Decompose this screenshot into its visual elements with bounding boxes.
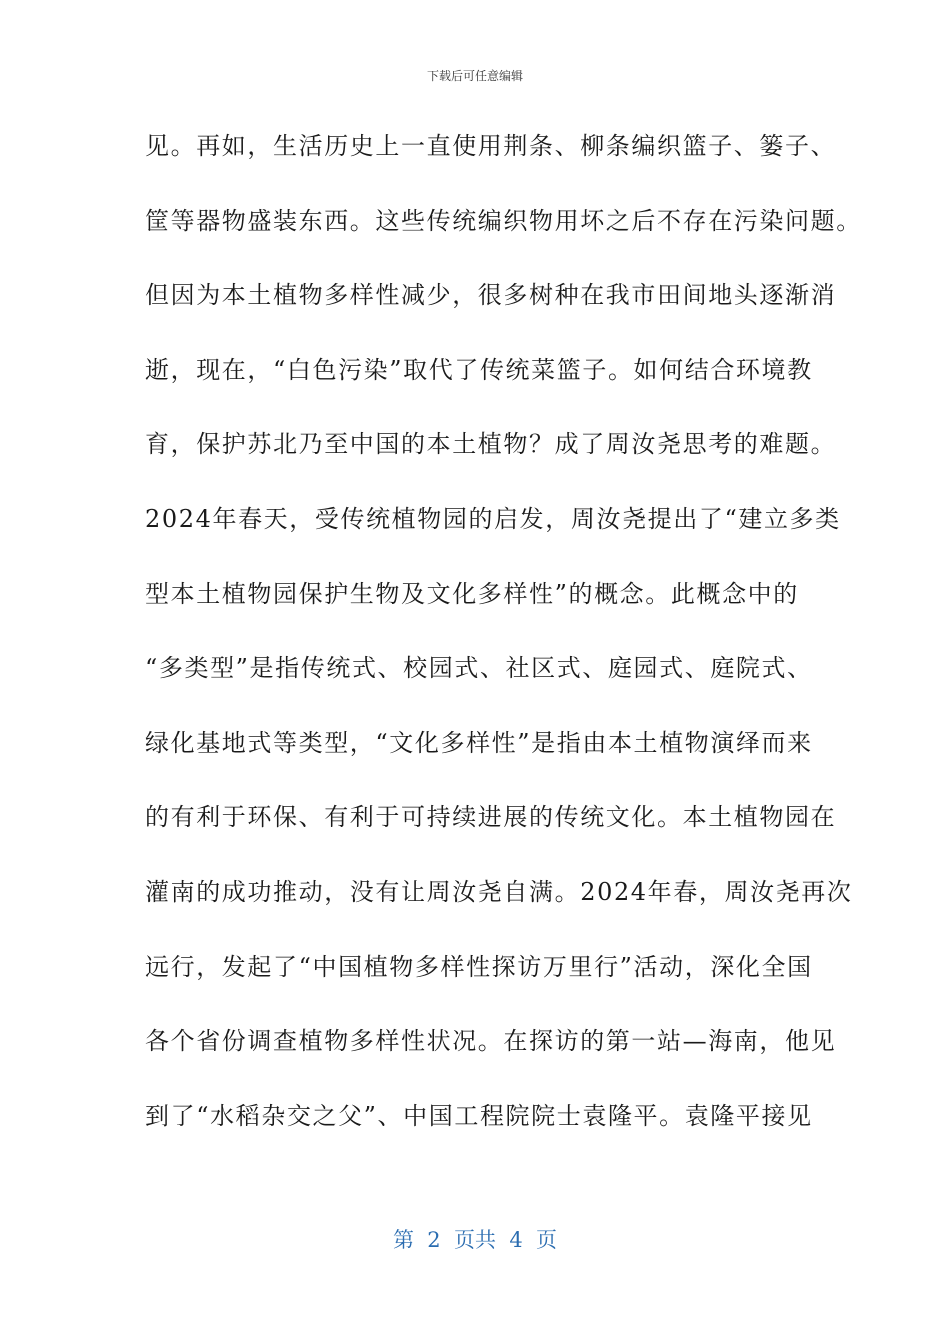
page-header-note: 下载后可任意编辑 <box>426 69 523 83</box>
paragraph-line-6: 2024年春天，受传统植物园的启发，周汝尧提出了“建立多类 <box>145 504 841 533</box>
paragraph-line-4: 逝，现在，“白色污染”取代了传统菜篮子。如何结合环境教 <box>145 355 813 384</box>
paragraph-line-11: 灌南的成功推动，没有让周汝尧自满。2024年春，周汝尧再次 <box>145 877 853 906</box>
paragraph-line-5: 育，保护苏北乃至中国的本土植物？成了周汝尧思考的难题。 <box>145 430 837 459</box>
paragraph-line-1: 见。再如，生活历史上一直使用荆条、柳条编织篮子、篓子、 <box>145 132 837 160</box>
paragraph-line-13: 各个省份调查植物多样性状况。在探访的第一站—海南，他见 <box>145 1027 837 1056</box>
paragraph-line-9: 绿化基地式等类型，“文化多样性”是指由本土植物演绎而来 <box>145 728 813 757</box>
page-number-footer: 第 2 页共 4 页 <box>392 1228 558 1252</box>
paragraph-line-10: 的有利于环保、有利于可持续进展的传统文化。本土植物园在 <box>145 803 837 832</box>
paragraph-line-2: 筐等器物盛装东西。这些传统编织物用坏之后不存在污染问题。 <box>145 206 862 235</box>
document-body <box>145 126 862 1170</box>
paragraph-line-14: 到了“水稻杂交之父”、中国工程院院士袁隆平。袁隆平接见 <box>145 1101 813 1130</box>
paragraph-line-3: 但因为本土植物多样性减少，很多树种在我市田间地头逐渐消 <box>145 281 837 310</box>
paragraph-line-8: “多类型”是指传统式、校园式、社区式、庭园式、庭院式、 <box>145 654 813 683</box>
paragraph-line-12: 远行，发起了“中国植物多样性探访万里行”活动，深化全国 <box>145 952 813 981</box>
paragraph-line-7: 型本土植物园保护生物及文化多样性”的概念。此概念中的 <box>145 579 799 608</box>
